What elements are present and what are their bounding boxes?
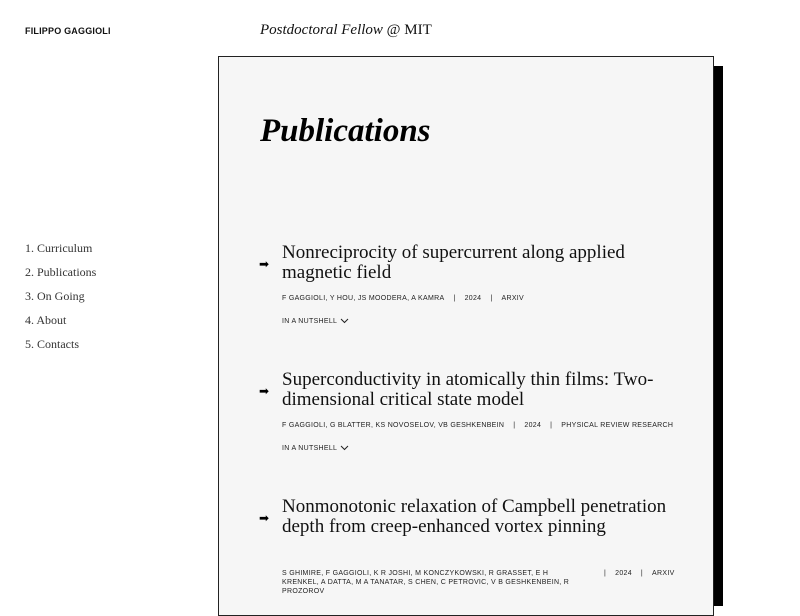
separator: | — [640, 570, 644, 577]
publication-title[interactable]: Nonmonotonic relaxation of Campbell penetration depth from creep-enhanced vortex pinning — [282, 496, 667, 537]
publication-venue: PHYSICAL REVIEW RESEARCH — [561, 422, 674, 429]
nav-item-on-going[interactable]: 3. On Going — [25, 289, 85, 303]
publication-venue: ARXIV — [652, 570, 675, 577]
separator: | — [490, 295, 493, 302]
page-title: Publications — [260, 113, 431, 149]
publication-meta — [282, 294, 682, 303]
publication-meta — [282, 421, 682, 430]
publications-card — [218, 56, 714, 616]
publication-year: 2024 — [615, 570, 632, 577]
separator: | — [513, 422, 516, 429]
publication-authors: S GHIMIRE, F GAGGIOLI, K R JOSHI, M KONCZYKOWSKI, R GRASSET, E H KRENKEL, A DATTA, M A TANATAR, S CHEN, C PETROVIC, V B GESHKENBEIN, R PROZOROV — [282, 570, 570, 595]
publication-meta — [282, 569, 682, 596]
side-nav — [25, 240, 96, 360]
separator: | — [604, 570, 607, 577]
in-a-nutshell-toggle[interactable] — [282, 445, 349, 452]
in-a-nutshell-toggle[interactable] — [282, 318, 349, 325]
nav-item-about[interactable]: 4. About — [25, 313, 67, 327]
separator: | — [453, 295, 456, 302]
publication-authors: F GAGGIOLI, G BLATTER, KS NOVOSELOV, VB GESHKENBEIN — [282, 422, 505, 429]
site-name[interactable]: FILIPPO GAGGIOLI — [25, 26, 111, 36]
toggle-label: IN A NUTSHELL — [282, 445, 338, 452]
nav-item-contacts[interactable]: 5. Contacts — [25, 337, 79, 351]
separator: | — [550, 422, 553, 429]
arrow-right-icon: ➡ — [259, 384, 270, 398]
publication-authors: F GAGGIOLI, Y HOU, JS MOODERA, A KAMRA — [282, 295, 445, 302]
tagline-role: Postdoctoral Fellow — [260, 22, 383, 38]
chevron-down-icon — [340, 318, 349, 324]
chevron-down-icon — [340, 445, 349, 451]
tagline — [260, 22, 432, 39]
publication-year: 2024 — [464, 295, 482, 302]
toggle-label: IN A NUTSHELL — [282, 318, 338, 325]
publication-title[interactable]: Nonreciprocity of supercurrent along applied magnetic field — [282, 242, 625, 283]
arrow-right-icon: ➡ — [259, 257, 270, 271]
publication-year: 2024 — [524, 422, 542, 429]
nav-item-publications[interactable]: 2. Publications — [25, 265, 97, 279]
tagline-affiliation: @ MIT — [382, 22, 432, 38]
nav-item-curriculum[interactable]: 1. Curriculum — [25, 241, 93, 255]
arrow-right-icon: ➡ — [259, 511, 270, 525]
publication-venue: ARXIV — [501, 295, 525, 302]
publication-title[interactable]: Superconductivity in atomically thin films: Two-dimensional critical state model — [282, 369, 654, 410]
